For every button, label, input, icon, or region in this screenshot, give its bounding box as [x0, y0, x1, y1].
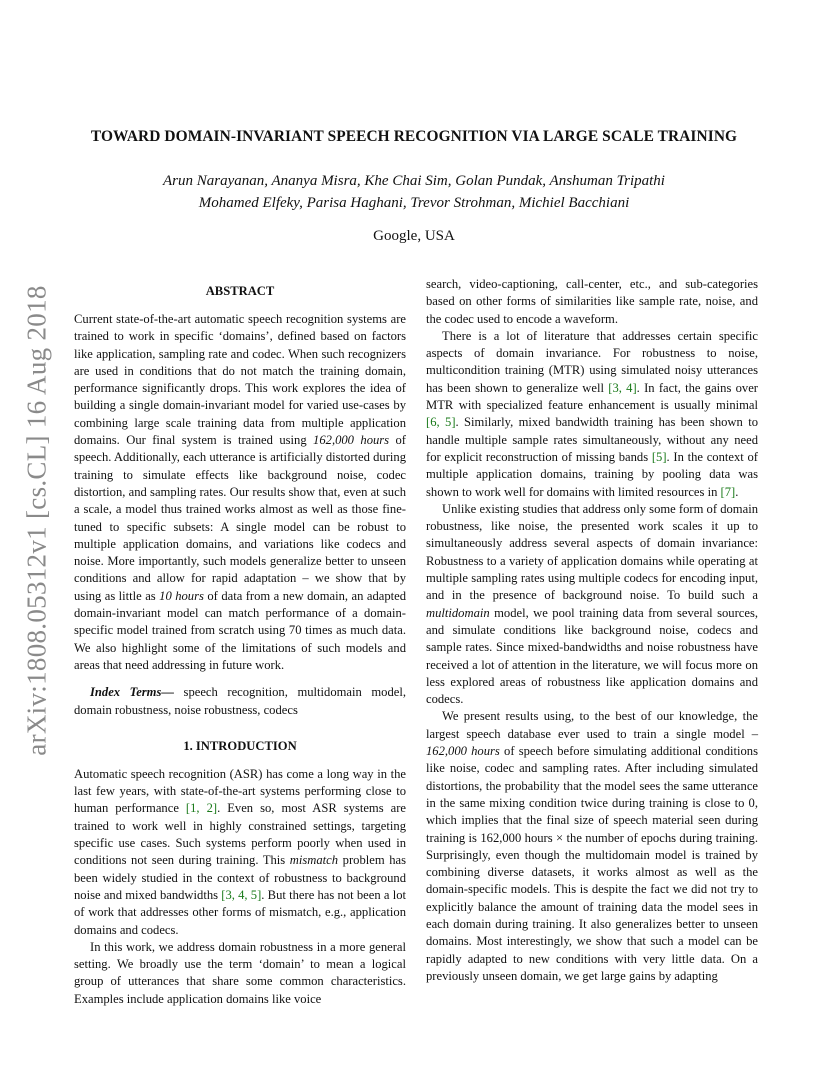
abstract-body: Current state-of-the-art automatic speech recognition systems are trained to work in specific ‘domains’, defined based on factors like application, sampling rate and codec. When such recognizers are used in conditions that do not match the training domain, performance significantly drops. This work explores the idea of building a single domain-invariant model for varied use-cases by combining large scale training data from multiple application domains. Our final system is trained using 162,000 hours of speech. Additionally, each utterance is artificially distorted during training to simulate effects like background noise, codec distortion, and sampling rates. Our results show that, even at such a scale, a model thus trained works almost as well as those fine-tuned to specific subsets: A single model can be robust to multiple application domains, and variations like codecs and noise. More importantly, such models generalize better to unseen conditions and allow for rapid adaptation – we show that by using as little as 10 hours of data from a new domain, an adapted domain-invariant model can match performance of a domain-specific model trained from scratch using 70 times as much data. We also highlight some of the limitations of such models and areas that need addressing in future work.: [74, 312, 407, 672]
citation-link[interactable]: [6, 5]: [426, 415, 456, 430]
right-paragraph-3: We present results using, to the best of our knowledge, the largest speech database ever used to train a single model – 162,000 hours of speech before simulating additional conditions like noise, codec and sampling rates. After including simulated distortions, the probability that the model sees the same utterance in the same mixing condition twice during training is close to 0, which implies that the final size of speech material seen during training is 162,000 hours × the number of epochs during training. Surprisingly, even though the multidomain model is trained by combining diverse datasets, it works almost as well as the domain-specific models. This is despite the fact we did not try to explicitly balance the amount of training data the model sees in each domain during training. It also generalizes better to unseen domains. Most interestingly, we show that such a model can be rapidly adapted to new conditions with very little data. On a previously unseen domain, we get large gains by adapting: [426, 709, 758, 983]
authors-line-1: Arun Narayanan, Ananya Misra, Khe Chai Sim, Golan Pundak, Anshuman Tripathi: [163, 173, 665, 189]
citation-link[interactable]: [3, 4]: [608, 380, 637, 395]
arxiv-id-text: arXiv:1808.05312v1 [cs.CL] 16 Aug 2018: [21, 284, 52, 756]
right-paragraph-1: There is a lot of literature that addresses certain specific aspects of domain invariance. For robustness to noise, multicondition training (MTR) using simulated noisy utterances has been shown to generalize well [3, 4]. In fact, the gains over MTR with specialized feature enhancement is usually minimal [6, 5]. Similarly, mixed bandwidth training has been shown to handle multiple sample rates simultaneously, without any need for explicit reconstruction of missing bands [5]. In the context of multiple application domains, training by pooling data was shown to work well for domains with limited resources in [7].: [426, 328, 759, 499]
author-list: [60, 170, 768, 214]
authors-line-2: Mohamed Elfeky, Parisa Haghani, Trevor Strohman, Michiel Bacchiani: [198, 195, 630, 211]
arxiv-identifier-stamp: [22, 285, 52, 755]
right-paragraph-2: Unlike existing studies that address only some form of domain robustness, like noise, the presented work scales it up to simultaneously address several aspects of domain invariance: Robustness to a variety of application domains while operating at multiple sampling rates using multiple codecs for encoding input, and in the presence of background noise. To build such a multidomain model, we pool training data from several sources, and simulate conditions like background noise, codecs and sample rates. Since mixed-bandwidths and noise robustness have received a lot of attention in the literature, we will focus more on less explored areas of robustness like application domains and codecs.: [426, 501, 758, 707]
citation-link[interactable]: [7]: [720, 484, 736, 499]
right-column: [426, 276, 758, 985]
abstract-heading: ABSTRACT: [205, 284, 275, 298]
citation-link[interactable]: [1, 2]: [185, 801, 218, 816]
left-column: [74, 283, 406, 1008]
intro-paragraph-1: Automatic speech recognition (ASR) has come a long way in the last few years, with state-of-the-art systems performing close to human performance [1, 2]. Even so, most ASR systems are trained to work well in highly constrained settings, targeting specific use cases. Such systems perform poorly when used in conditions not seen during training. This mismatch problem has been widely studied in the context of robustness to background noise and mixed bandwidths [3, 4, 5]. But there has not been a lot of work that addresses other forms of mismatch, e.g., application domains and codecs.: [74, 766, 407, 937]
index-terms: Index Terms— speech recognition, multidomain model, domain robustness, noise robustness, codecs: [74, 685, 406, 717]
affiliation: Google, USA: [373, 228, 455, 244]
citation-link[interactable]: [3, 4, 5]: [221, 887, 262, 902]
index-terms-label: Index Terms—: [90, 685, 174, 700]
right-paragraph-0: search, video-captioning, call-center, etc., and sub-categories based on other forms of similarities like sample rate, noise, and the codec used to encode a waveform.: [426, 277, 758, 326]
intro-paragraph-2: In this work, we address domain robustness in a more general setting. We broadly use the term ‘domain’ to mean a logical group of utterances that share some common characteristics. Examples include application domains like voice: [74, 939, 406, 1006]
introduction-heading: 1. INTRODUCTION: [183, 738, 297, 753]
paper-title: TOWARD DOMAIN-INVARIANT SPEECH RECOGNITION VIA LARGE SCALE TRAINING: [90, 128, 738, 145]
citation-link[interactable]: [5]: [651, 449, 667, 464]
